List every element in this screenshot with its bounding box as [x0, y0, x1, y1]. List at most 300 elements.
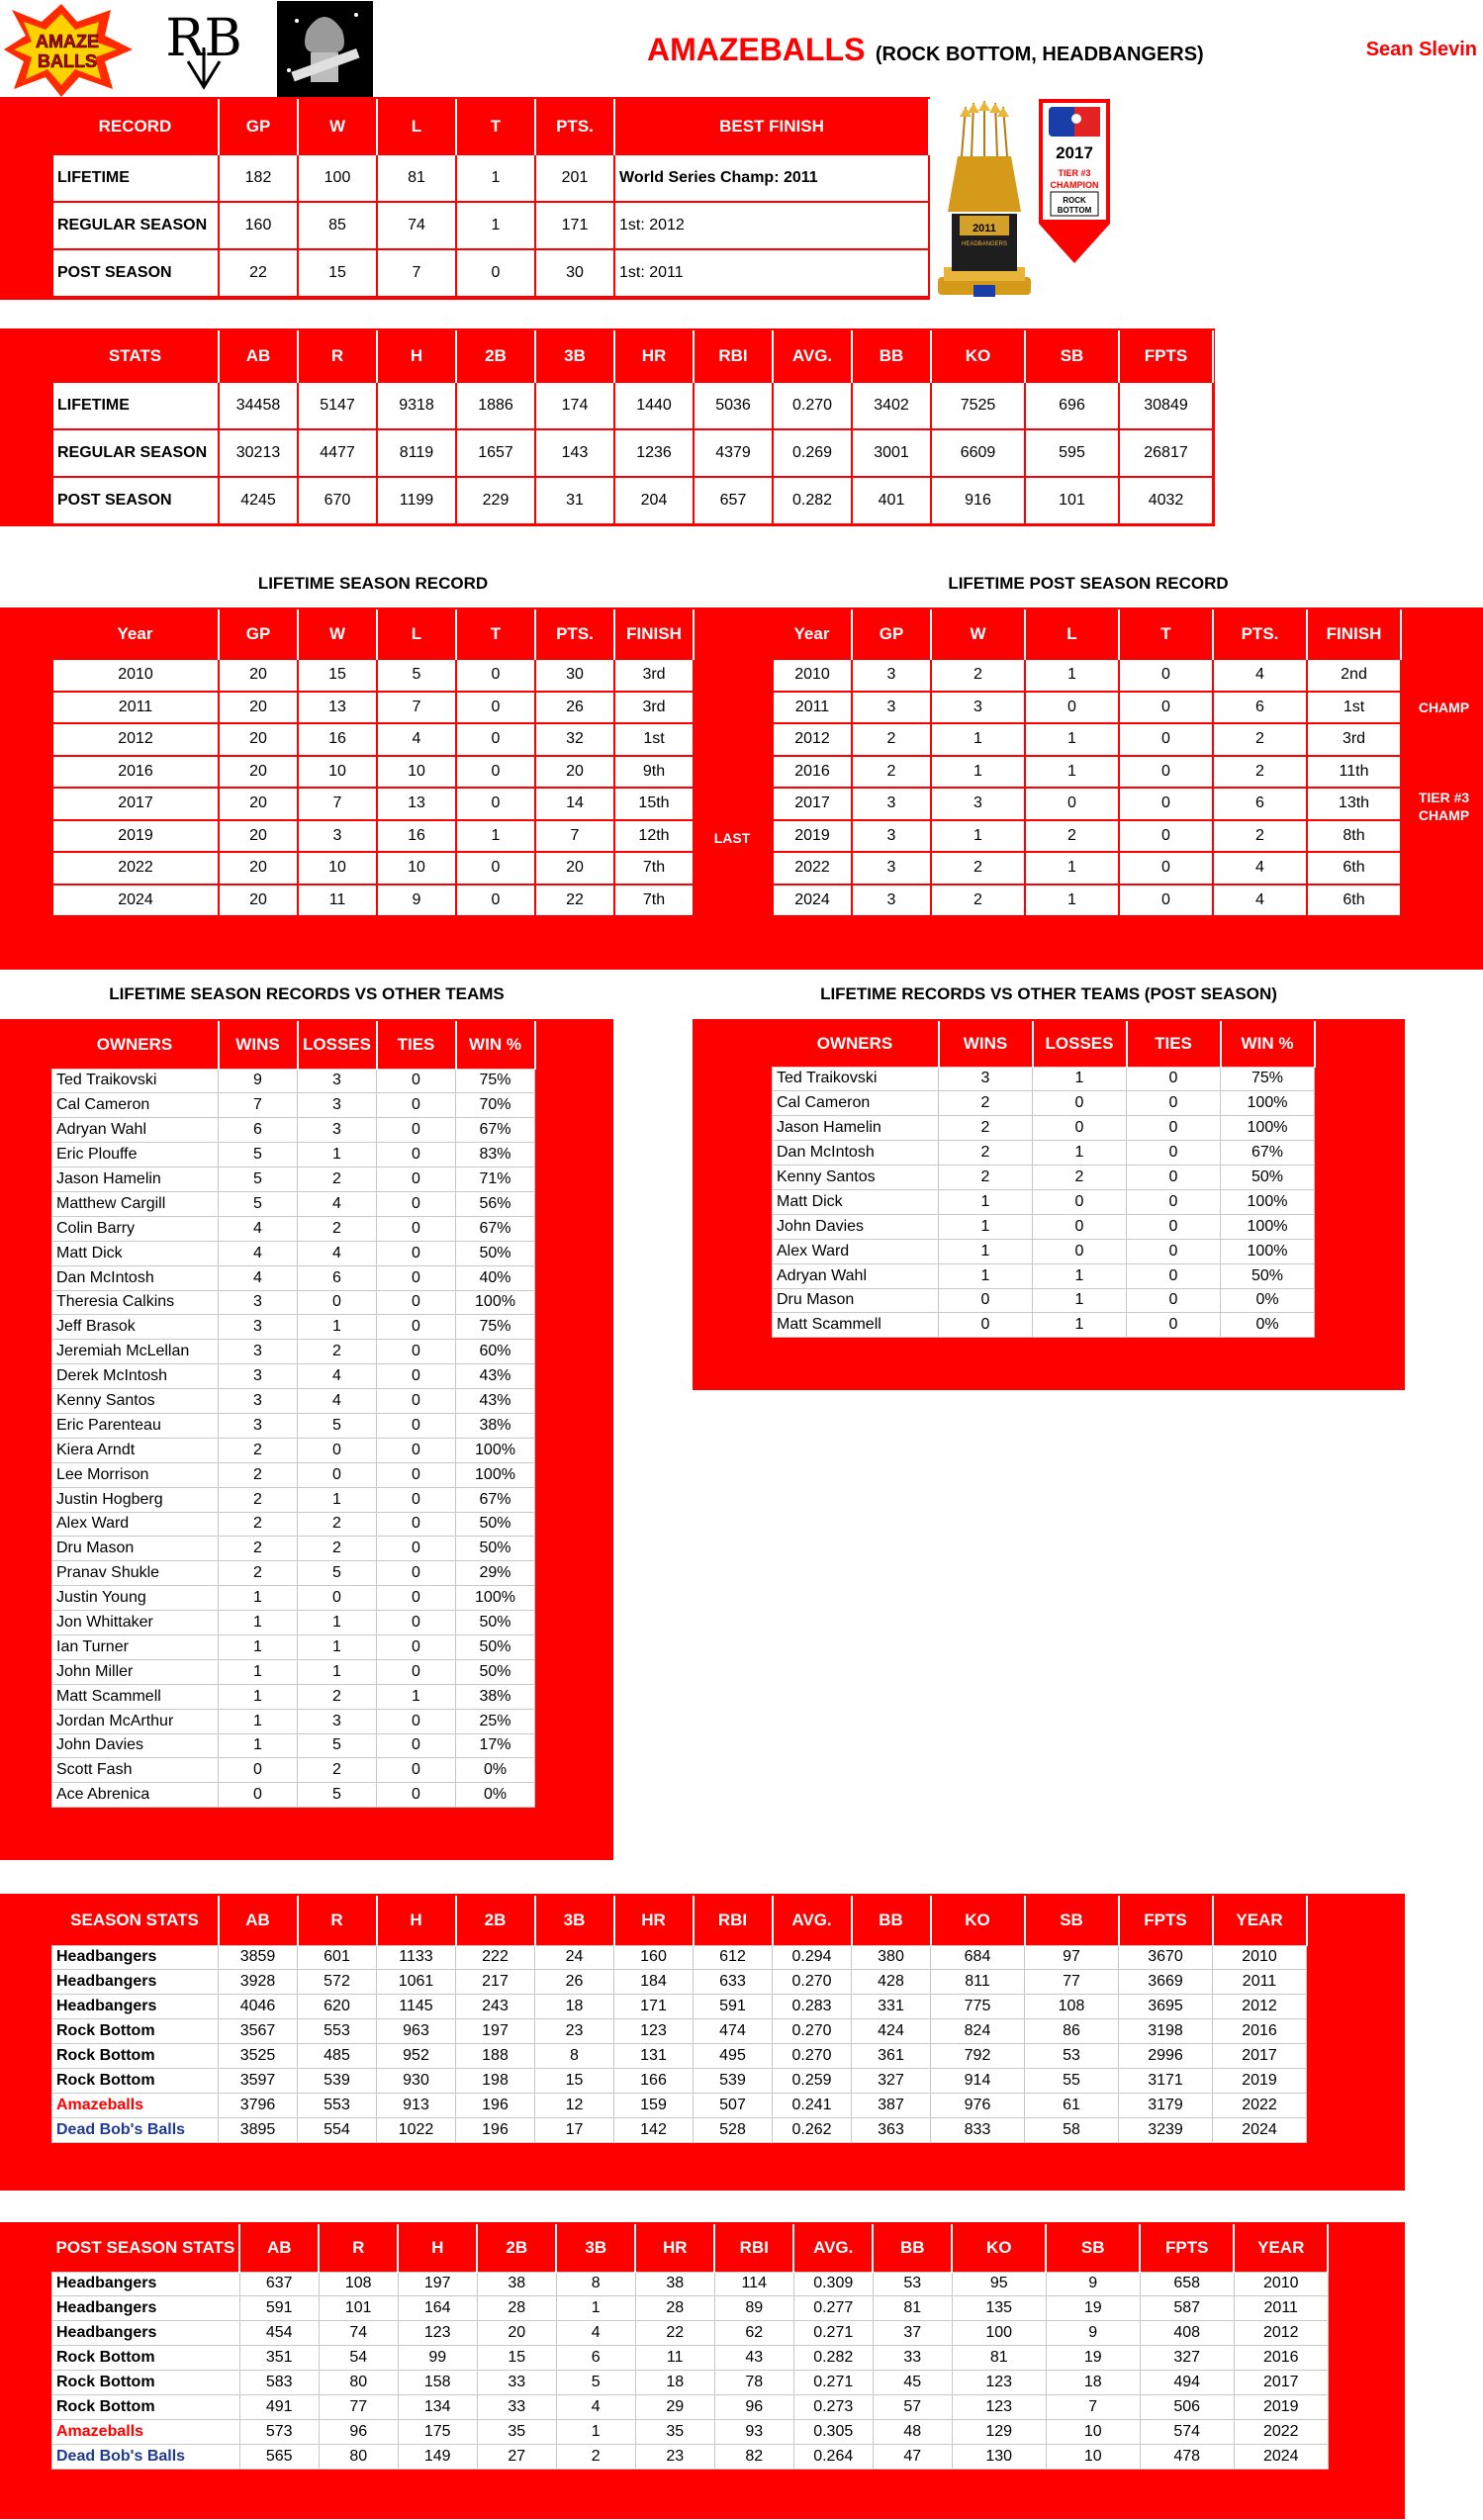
table-cell: 15 [298, 249, 377, 297]
table-cell: 2022 [773, 852, 852, 885]
table-cell: 100% [456, 1438, 535, 1462]
table-cell: 380 [852, 1945, 931, 1970]
table-cell: 3669 [1119, 1970, 1213, 1995]
rb-logo [164, 4, 243, 95]
table-cell: 401 [852, 477, 931, 524]
table-cell: 1 [298, 1487, 377, 1512]
table-cell: 1st: 2011 [614, 249, 929, 297]
table-cell: 0.269 [773, 429, 852, 477]
table-cell: 1 [298, 1143, 377, 1167]
table-cell: 4 [298, 1241, 377, 1265]
table-cell: 424 [852, 2019, 931, 2044]
table-cell: 1 [456, 202, 535, 249]
table-cell: 20 [219, 820, 298, 853]
table-cell: 129 [952, 2419, 1046, 2444]
table-cell: 26 [535, 692, 614, 724]
table-cell: Derek McIntosh [52, 1364, 219, 1389]
table-cell: 976 [931, 2093, 1025, 2117]
table-cell: 159 [614, 2093, 694, 2117]
table-cell: 53 [1025, 2044, 1119, 2069]
table-cell: Matt Dick [773, 1189, 939, 1214]
table-cell: 188 [456, 2044, 535, 2069]
table-cell: 620 [298, 1995, 377, 2019]
table-cell: 17 [535, 2117, 614, 2142]
table-cell: 2 [1213, 820, 1307, 853]
header-cell: WIN % [1221, 1021, 1315, 1067]
header-cell: OWNERS [773, 1021, 939, 1067]
table-cell: 10 [377, 756, 456, 789]
table-cell: 696 [1025, 382, 1119, 429]
table-cell: 5 [298, 1733, 377, 1758]
table-cell: 0 [456, 692, 535, 724]
table-cell: 0 [377, 1561, 456, 1586]
table-row [52, 202, 929, 249]
table-cell: 38% [456, 1413, 535, 1438]
table-cell: 4 [219, 1265, 298, 1290]
table-cell: 0% [456, 1758, 535, 1783]
table-cell: 6 [556, 2346, 635, 2371]
table-cell: 19 [1046, 2346, 1140, 2371]
table-row [773, 723, 1401, 756]
table-cell: 11th [1307, 756, 1401, 789]
table-row [52, 1537, 535, 1561]
table-cell: 612 [694, 1945, 773, 1970]
table-cell: 38 [635, 2272, 714, 2296]
table-cell: 3 [298, 1093, 377, 1118]
table-cell: 99 [398, 2346, 477, 2371]
table-cell: Justin Hogberg [52, 1487, 219, 1512]
header-cell: WIN % [456, 1021, 535, 1069]
header-cell: KO [952, 2224, 1046, 2272]
table-cell: 657 [694, 477, 773, 524]
table-cell: 74 [319, 2321, 398, 2346]
table-cell: 1440 [614, 382, 694, 429]
table-cell: 4 [219, 1241, 298, 1265]
table-cell: Jeff Brasok [52, 1315, 219, 1340]
table-cell: 20 [219, 756, 298, 789]
table-cell: Rock Bottom [52, 2019, 219, 2044]
table-row [52, 820, 694, 853]
table-cell: 2 [298, 1167, 377, 1192]
header-cell: BB [873, 2224, 952, 2272]
table-cell: 2022 [1213, 2093, 1307, 2117]
table-cell: Headbangers [52, 1970, 219, 1995]
header-cell: H [377, 330, 456, 382]
table-cell: 0 [1127, 1189, 1221, 1214]
table-cell: 196 [456, 2117, 535, 2142]
table-cell: 3 [219, 1389, 298, 1414]
table-cell: 0 [456, 852, 535, 885]
table-cell: 2 [931, 659, 1025, 692]
header-cell: RBI [694, 330, 773, 382]
table-cell: Kenny Santos [52, 1389, 219, 1414]
table-cell: 0 [377, 1733, 456, 1758]
table-row [52, 1634, 535, 1659]
table-cell: 1 [931, 723, 1025, 756]
table-cell: 3695 [1119, 1995, 1213, 2019]
header-cell: RECORD [52, 99, 219, 154]
table-cell: 20 [477, 2321, 556, 2346]
table-cell: 0 [1127, 1116, 1221, 1141]
table-cell: 22 [535, 885, 614, 917]
table-cell: 3 [939, 1067, 1033, 1091]
table-row [52, 692, 694, 724]
table-cell: 50% [456, 1659, 535, 1684]
header-cell: W [931, 609, 1025, 659]
table-row [52, 2272, 1329, 2296]
table-cell: 108 [319, 2272, 398, 2296]
table-cell: 2 [1213, 723, 1307, 756]
table-cell: 123 [952, 2394, 1046, 2419]
table-cell: 3198 [1119, 2019, 1213, 2044]
header-cell: R [298, 1896, 377, 1945]
table-cell: Eric Plouffe [52, 1143, 219, 1167]
table-cell: 2012 [52, 723, 219, 756]
table-cell: 2017 [52, 788, 219, 820]
table-cell: 3179 [1119, 2093, 1213, 2117]
table-cell: Dead Bob's Balls [52, 2117, 219, 2142]
table-cell: 10 [1046, 2444, 1140, 2469]
table-cell: Lee Morrison [52, 1462, 219, 1487]
header-cell: BB [852, 1896, 931, 1945]
table-cell: 2011 [773, 692, 852, 724]
table-cell: 149 [398, 2444, 477, 2469]
table-cell: 7525 [931, 382, 1025, 429]
table-cell: John Davies [773, 1214, 939, 1239]
table-cell: 775 [931, 1995, 1025, 2019]
table-cell: 67% [456, 1216, 535, 1241]
table-cell: 1 [298, 1611, 377, 1635]
table-cell: 0% [456, 1783, 535, 1808]
table-cell: 100 [298, 154, 377, 202]
table-cell: 1 [1033, 1263, 1127, 1288]
table-cell: 4 [219, 1216, 298, 1241]
table-cell: Matthew Cargill [52, 1191, 219, 1216]
table-row [52, 1364, 535, 1389]
table-cell: 3 [219, 1315, 298, 1340]
table-cell: 0 [377, 1462, 456, 1487]
header-cell: FINISH [614, 609, 694, 659]
table-cell: 930 [377, 2068, 456, 2093]
table-cell: 0 [377, 1340, 456, 1364]
table-cell: 4 [377, 723, 456, 756]
table-cell: 2012 [1213, 1995, 1307, 2019]
table-cell: 2 [556, 2444, 635, 2469]
table-cell: 3 [852, 659, 931, 692]
table-cell: 20 [219, 692, 298, 724]
header-cell: R [319, 2224, 398, 2272]
vs-post-table [772, 1021, 1316, 1338]
table-row [52, 1118, 535, 1143]
table-row [52, 249, 929, 297]
table-cell: 8119 [377, 429, 456, 477]
table-cell: 3239 [1119, 2117, 1213, 2142]
table-cell: 3 [852, 692, 931, 724]
table-cell: 3 [852, 852, 931, 885]
table-cell: 1022 [377, 2117, 456, 2142]
svg-text:RB: RB [165, 9, 242, 68]
table-cell: 1 [1025, 885, 1119, 917]
table-cell: 2010 [773, 659, 852, 692]
table-cell: 4245 [219, 477, 298, 524]
table-cell: 0 [377, 1659, 456, 1684]
table-cell: 184 [614, 1970, 694, 1995]
table-row [52, 1093, 535, 1118]
last-note: LAST [713, 830, 751, 846]
table-cell: 123 [952, 2371, 1046, 2395]
table-cell: 1 [556, 2296, 635, 2321]
table-cell: 3 [298, 1709, 377, 1733]
table-cell: 37 [873, 2321, 952, 2346]
table-cell: 26817 [1119, 429, 1213, 477]
table-cell: 164 [398, 2296, 477, 2321]
table-cell: 7 [377, 249, 456, 297]
table-row [52, 1586, 535, 1611]
table-cell: 2 [298, 1758, 377, 1783]
table-cell: 3525 [219, 2044, 298, 2069]
table-cell: 914 [931, 2068, 1025, 2093]
header-cell: Year [52, 609, 219, 659]
table-cell: 50% [456, 1512, 535, 1537]
table-cell: 0.259 [773, 2068, 852, 2093]
table-cell: 13 [298, 692, 377, 724]
table-cell: 62 [714, 2321, 793, 2346]
header-cell: H [398, 2224, 477, 2272]
table-cell: 0 [377, 1290, 456, 1315]
table-cell: 528 [694, 2117, 773, 2142]
table-cell: 3 [219, 1364, 298, 1389]
table-cell: 0.271 [793, 2371, 873, 2395]
table-cell: 0 [377, 1783, 456, 1808]
table-cell: 1657 [456, 429, 535, 477]
table-cell: 75% [456, 1315, 535, 1340]
header-cell: RBI [694, 1896, 773, 1945]
table-cell: 0 [377, 1118, 456, 1143]
table-row [52, 477, 1213, 524]
page-title [647, 32, 1320, 68]
table-cell: 0 [377, 1634, 456, 1659]
table-cell: 2022 [1234, 2419, 1328, 2444]
table-cell: Jordan McArthur [52, 1709, 219, 1733]
table-cell: 565 [239, 2444, 319, 2469]
trophy-year: 2011 [973, 223, 996, 234]
table-row [52, 1783, 535, 1808]
table-row [52, 1290, 535, 1315]
table-cell: 24 [535, 1945, 614, 1970]
table-cell: 331 [852, 1995, 931, 2019]
table-cell: 45 [873, 2371, 952, 2395]
table-cell: 4046 [219, 1995, 298, 2019]
table-cell: 3171 [1119, 2068, 1213, 2093]
table-cell: 10 [298, 852, 377, 885]
table-cell: 0 [377, 1512, 456, 1537]
table-cell: 1199 [377, 477, 456, 524]
banner-team-1: ROCK [1063, 196, 1086, 205]
table-cell: 2 [298, 1340, 377, 1364]
table-cell: Kiera Arndt [52, 1438, 219, 1462]
table-cell: Theresia Calkins [52, 1290, 219, 1315]
table-row [773, 1189, 1315, 1214]
table-row [52, 2419, 1329, 2444]
table-cell: 2010 [52, 659, 219, 692]
table-cell: 4 [298, 1191, 377, 1216]
header-cell: SEASON STATS [52, 1896, 219, 1945]
table-cell: 0.270 [773, 1970, 852, 1995]
table-cell: 2 [219, 1438, 298, 1462]
table-cell: 89 [714, 2296, 793, 2321]
table-cell: 4 [298, 1389, 377, 1414]
table-cell: 10 [1046, 2419, 1140, 2444]
table-row [52, 852, 694, 885]
table-cell: Dead Bob's Balls [52, 2444, 240, 2469]
table-row [52, 2068, 1307, 2093]
table-row [52, 1462, 535, 1487]
table-row [773, 1288, 1315, 1313]
table-cell: 100% [1221, 1116, 1315, 1141]
table-cell: 2019 [1213, 2068, 1307, 2093]
table-cell: 8 [556, 2272, 635, 2296]
table-cell: Ace Abrenica [52, 1783, 219, 1808]
table-cell: 3597 [219, 2068, 298, 2093]
table-cell: 2 [939, 1166, 1033, 1190]
table-cell: 10 [377, 852, 456, 885]
table-cell: 4 [298, 1364, 377, 1389]
table-cell: 222 [456, 1945, 535, 1970]
post-record-table [772, 609, 1402, 917]
table-cell: 387 [852, 2093, 931, 2117]
table-cell: 5 [219, 1167, 298, 1192]
table-cell: 0 [1119, 756, 1213, 789]
table-cell: 57 [873, 2394, 952, 2419]
table-cell: 0 [377, 1216, 456, 1241]
table-cell: 1 [1025, 756, 1119, 789]
table-cell: 5 [298, 1413, 377, 1438]
table-row [773, 1166, 1315, 1190]
table-cell: 454 [239, 2321, 319, 2346]
table-row [52, 1684, 535, 1709]
table-cell: 100% [1221, 1214, 1315, 1239]
header-cell: L [377, 609, 456, 659]
table-cell: 10 [298, 756, 377, 789]
table-cell: 7 [219, 1093, 298, 1118]
team-aliases: (ROCK BOTTOM, HEADBANGERS) [875, 44, 1204, 65]
table-cell: 30 [535, 249, 614, 297]
header-cell: FPTS [1119, 330, 1213, 382]
table-cell: 7th [614, 885, 694, 917]
table-cell: REGULAR SEASON [52, 429, 219, 477]
table-cell: 0 [377, 1191, 456, 1216]
table-cell: 1 [1025, 852, 1119, 885]
table-cell: 2 [931, 885, 1025, 917]
table-cell: 633 [694, 1970, 773, 1995]
table-cell: 95 [952, 2272, 1046, 2296]
table-cell: Dan McIntosh [773, 1141, 939, 1166]
table-cell: 22 [219, 249, 298, 297]
table-cell: 539 [694, 2068, 773, 2093]
table-cell: 0 [377, 1413, 456, 1438]
table-cell: Cal Cameron [52, 1093, 219, 1118]
table-cell: Justin Young [52, 1586, 219, 1611]
table-cell: Headbangers [52, 1945, 219, 1970]
header-cell: 3B [535, 1896, 614, 1945]
table-cell: 75% [456, 1069, 535, 1093]
table-cell: Matt Scammell [52, 1684, 219, 1709]
table-cell: 80 [319, 2444, 398, 2469]
table-row [52, 1758, 535, 1783]
header-cell: PTS. [535, 609, 614, 659]
header-cell: RBI [714, 2224, 793, 2272]
headbanger-image [277, 1, 373, 97]
table-row [52, 2117, 1307, 2142]
table-cell: 2 [852, 756, 931, 789]
table-cell: 14 [535, 788, 614, 820]
table-row [52, 2296, 1329, 2321]
table-row [52, 1611, 535, 1635]
table-cell: 2nd [1307, 659, 1401, 692]
table-cell: 0% [1221, 1288, 1315, 1313]
table-cell: 100% [1221, 1189, 1315, 1214]
header-cell: AVG. [773, 330, 852, 382]
table-cell: Amazeballs [52, 2093, 219, 2117]
table-cell: Headbangers [52, 2272, 240, 2296]
table-cell: 1 [931, 820, 1025, 853]
table-cell: 0 [377, 1069, 456, 1093]
table-cell: 20 [219, 788, 298, 820]
table-cell: 2016 [1213, 2019, 1307, 2044]
table-cell: 1 [219, 1733, 298, 1758]
header-cell: Year [773, 609, 852, 659]
table-cell: 2 [298, 1216, 377, 1241]
table-cell: 0 [456, 249, 535, 297]
table-cell: 3567 [219, 2019, 298, 2044]
table-cell: 43% [456, 1389, 535, 1414]
table-row [52, 1069, 535, 1093]
table-cell: 4 [556, 2321, 635, 2346]
table-cell: 50% [456, 1634, 535, 1659]
table-cell: Kenny Santos [773, 1166, 939, 1190]
table-cell: 0 [1033, 1239, 1127, 1263]
amazeballs-logo [2, 2, 135, 97]
table-cell: 0 [1025, 692, 1119, 724]
table-cell: 5147 [298, 382, 377, 429]
table-cell: 204 [614, 477, 694, 524]
table-cell: 85 [298, 202, 377, 249]
header-cell: AB [239, 2224, 319, 2272]
table-cell: 0.282 [793, 2346, 873, 2371]
table-row [52, 788, 694, 820]
table-cell: 53 [873, 2272, 952, 2296]
table-cell: 78 [714, 2371, 793, 2395]
table-cell: LIFETIME [52, 154, 219, 202]
header-cell: TIES [377, 1021, 456, 1069]
table-cell: 33 [873, 2346, 952, 2371]
table-cell: 81 [952, 2346, 1046, 2371]
table-cell: 0 [377, 1093, 456, 1118]
header-cell: TIES [1127, 1021, 1221, 1067]
table-cell: 361 [852, 2044, 931, 2069]
table-cell: 2 [939, 1116, 1033, 1141]
table-cell: Adryan Wahl [773, 1263, 939, 1288]
table-cell: 3796 [219, 2093, 298, 2117]
vs-post-title: LIFETIME RECORDS VS OTHER TEAMS (POST SEASON) [820, 984, 1277, 1003]
table-cell: 1 [931, 756, 1025, 789]
table-cell: 2024 [1234, 2444, 1328, 2469]
table-cell: 0.309 [793, 2272, 873, 2296]
table-cell: 0 [377, 1265, 456, 1290]
table-row [52, 154, 929, 202]
table-cell: 130 [952, 2444, 1046, 2469]
banner-team-2: BOTTOM [1057, 206, 1092, 215]
